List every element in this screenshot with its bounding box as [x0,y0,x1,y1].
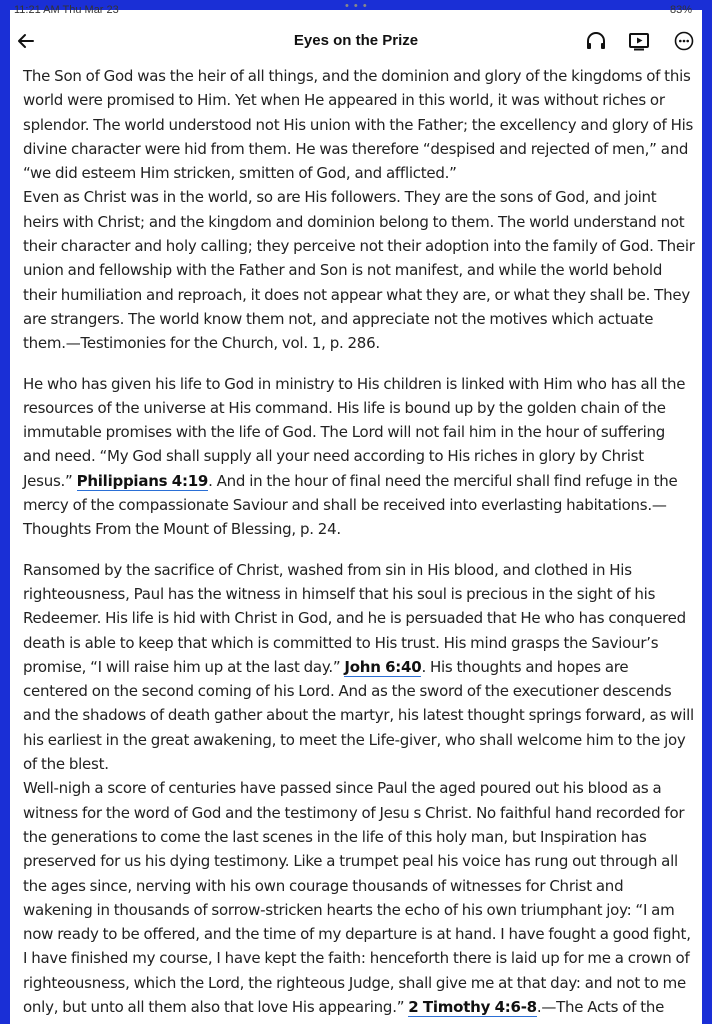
scripture-link-john[interactable]: John 6:40 [344,657,422,676]
reading-content [23,64,695,1019]
paragraph-2: Even as Christ was in the world, so are His followers. They are the sons of God, and joint heirs with Christ; and the kingdom and dominion belong to them. The world understand not their character and holy calling; they perceive not their adoption into the family of God. Their union and fellowship with the Father and Son is not manifest, and while the world behold their humiliation and reproach, it does not appear what they are, or what they shall be. They are strangers. The world know them not, and appreciate not the motives which actuate them.—Testimonies for the Church, vol. 1, p. 286. [23,188,695,353]
more-options-icon [671,28,697,54]
more-options-button[interactable] [671,28,697,54]
header-toolbar [10,24,702,64]
battery-level: 83% [669,4,692,16]
paragraph-4 [23,558,695,777]
play-video-icon [626,28,652,54]
scripture-link-2-timothy[interactable]: 2 Timothy 4:6-8 [408,997,537,1016]
page-title: Eyes on the Prize [293,32,419,49]
video-button[interactable] [626,28,652,54]
paragraph-5 [23,776,695,1019]
status-bar [10,0,702,20]
listen-button[interactable] [583,28,609,54]
reader-window [10,0,702,1024]
paragraph-3 [23,372,695,542]
multitasking-dots-icon[interactable]: • • • [345,0,368,12]
paragraph-1: The Son of God was the heir of all things, and the dominion and glory of the kingdoms of this world were promised to Him. Yet when He appeared in this world, it was without riches or splendor. The world understood not His union with the Father; the excellency and glory of His divine character were hid from them. He was therefore “despised and rejected of men,” and “we did esteem Him stricken, smitten of God, and afflicted.” [23,67,694,183]
paragraph-5-text-a: Well-nigh a score of centuries have passed since Paul the aged poured out his blood as a witness for the word of God and the testimony of Jesu s Christ. No faithful hand recorded for the generations to come the last scenes in the life of this holy man, but Inspiration has preserved for us his dying testimony. Like a trumpet peal his voice has rung out through all the ages since, nerving with his own courage thousands of witnesses for Christ and wakening in thousands of sorrow-stricken hearts the echo of his own triumphant joy: “I am now ready to be offered, and the time of my departure is at hand. I have fought a good fight, I have finished my course, I have kept the faith: henceforth there is laid up for me a crown of righteousness, which the Lord, the righteous Judge, shall give me at that day: and not to me only, but unto all them also that love His appearing.” [23,779,691,1016]
headphones-icon [583,28,609,54]
paragraph-3-text-b: . And in the hour of final need the merciful shall find refuge in the mercy of the compassionate Saviour and shall be received into everlasting habitations.—Thoughts From the Mount of Blessing, p. 24. [23,471,678,539]
paragraph-3-text-a: He who has given his life to God in ministry to His children is linked with Him who has all the resources of the universe at His command. His life is bound up by the golden chain of the immutable promises with the life of God. The Lord will not fail him in the hour of suffering and need. “My God shall supply all your need according to His riches in glory by Christ Jesus.” [23,374,686,490]
scripture-link-philippians[interactable]: Philippians 4:19 [76,471,209,490]
paragraph-4-text-a: Ransomed by the sacrifice of Christ, washed from sin in His blood, and clothed in His righteousness, Paul has the witness in himself that his soul is precious in the sight of his Redeemer. His life is hid with Christ in God, and he is persuaded that He who has conquered death is able to keep that which is committed to His trust. His mind grasps the Saviour’s promise, “I will raise him up at the last day.” [23,560,686,676]
status-time: 11:21 AM Thu Mar 23 [14,4,119,16]
paragraph-4-text-b: . His thoughts and hopes are centered on the second coming of his Lord. And as the sword of the executioner descends and the shadows of death gather about the martyr, his latest thought springs forward, as will his earliest in the great awakening, to meet the Life-giver, who shall welcome him to the joy of the blest. [23,657,694,774]
paragraph-5-text-b: .—The Acts of the [536,997,665,1016]
